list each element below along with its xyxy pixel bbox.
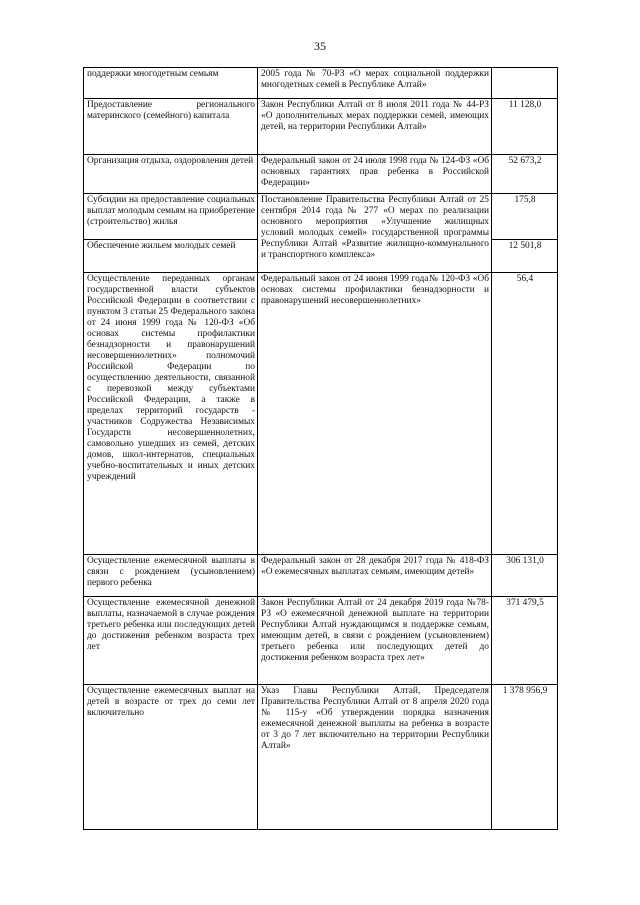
purpose-cell: Осуществление переданных органам государственной власти субъектов Российской Федерации в соответствии с пунктом 3 статьи 25 Федерального закона от 24 июня 1999 года № 120-ФЗ «Об основах системы профилактики безнадзорности и правонарушений несовершеннолетних» полномочий Российской Федерации по осуществлению деятельности, связанной с перевозкой между субъектами Российской Федерации, а также в пределах территорий государств - участников Содружества Независимых Государств несовершеннолетних, самовольно ушедших из семей, детских домов, школ-интернатов, специальных учебно-воспитательных и иных детских учреждений (84, 273, 258, 555)
legal-basis-cell: Постановление Правительства Республики Алтай от 25 сентября 2014 года № 277 «О мерах по реализации основного мероприятия «Улучшение жилищных условий молодых семей» государственной программы Республики Алтай «Развитие жилищно-коммунального и транспортного комплекса» (258, 194, 492, 273)
amount-cell: 56,4 (492, 273, 558, 555)
table-row (84, 194, 558, 240)
table-row (84, 555, 558, 597)
legal-basis-cell: Закон Республики Алтай от 24 декабря 2019 года №78-РЗ «О ежемесячной денежной выплате на территории Республики Алтай нуждающимся в поддержке семьям, имеющим детей, в связи с рождением (усыновлением) третьего ребенка или последующих детей до достижения ребенком возраста трех лет» (258, 597, 492, 685)
table-row (84, 68, 558, 99)
table-row (84, 597, 558, 685)
legal-basis-cell: Закон Республики Алтай от 8 июля 2011 года № 44-РЗ «О дополнительных мерах поддержки семей, имеющих детей, на территории Республики Алтай» (258, 99, 492, 155)
amount-cell: 11 128,0 (492, 99, 558, 155)
budget-table (83, 67, 558, 830)
purpose-cell: Осуществление ежемесячных выплат на детей в возрасте от трех до семи лет включительно (84, 685, 258, 830)
amount-cell: 1 378 956,9 (492, 685, 558, 830)
purpose-cell: Предоставление регионального материнского (семейного) капитала (84, 99, 258, 155)
purpose-cell: Осуществление ежемесячной выплаты в связи с рождением (усыновлением) первого ребенка (84, 555, 258, 597)
table-row (84, 99, 558, 155)
amount-cell: 52 673,2 (492, 155, 558, 194)
purpose-cell: Обеспечение жильем молодых семей (84, 240, 258, 273)
amount-cell (492, 68, 558, 99)
legal-basis-cell: Указ Главы Республики Алтай, Председателя Правительства Республики Алтай от 8 апреля 2020 года № 115-у «Об утверждении порядка назначения ежемесячной денежной выплаты на ребенка в возрасте от 3 до 7 лет включительно на территории Республики Алтай» (258, 685, 492, 830)
legal-basis-cell: 2005 года № 70-РЗ «О мерах социальной поддержки многодетных семей в Республике Алтай» (258, 68, 492, 99)
amount-cell: 175,8 (492, 194, 558, 240)
amount-cell: 12 501,8 (492, 240, 558, 273)
table-row (84, 155, 558, 194)
page-number: 35 (314, 39, 326, 53)
purpose-cell: Осуществление ежемесячной денежной выплаты, назначаемой в случае рождения третьего ребенка или последующих детей до достижения ребенком возраста трех лет (84, 597, 258, 685)
amount-cell: 371 479,5 (492, 597, 558, 685)
amount-cell: 306 131,0 (492, 555, 558, 597)
table-row (84, 685, 558, 830)
legal-basis-cell: Федеральный закон от 24 июля 1998 года № 124-ФЗ «Об основных гарантиях прав ребенка в Российской Федерации» (258, 155, 492, 194)
table-row (84, 273, 558, 555)
legal-basis-cell: Федеральный закон от 28 декабря 2017 года № 418-ФЗ «О ежемесячных выплатах семьям, имеющим детей» (258, 555, 492, 597)
purpose-cell: Субсидии на предоставление социальных выплат молодым семьям на приобретение (строительство) жилья (84, 194, 258, 240)
legal-basis-cell: Федеральный закон от 24 июня 1999 года№ 120-ФЗ «Об основах системы профилактики безнадзорности и правонарушений несовершеннолетних» (258, 273, 492, 555)
purpose-cell: Организация отдыха, оздоровления детей (84, 155, 258, 194)
purpose-cell: поддержки многодетным семьям (84, 68, 258, 99)
